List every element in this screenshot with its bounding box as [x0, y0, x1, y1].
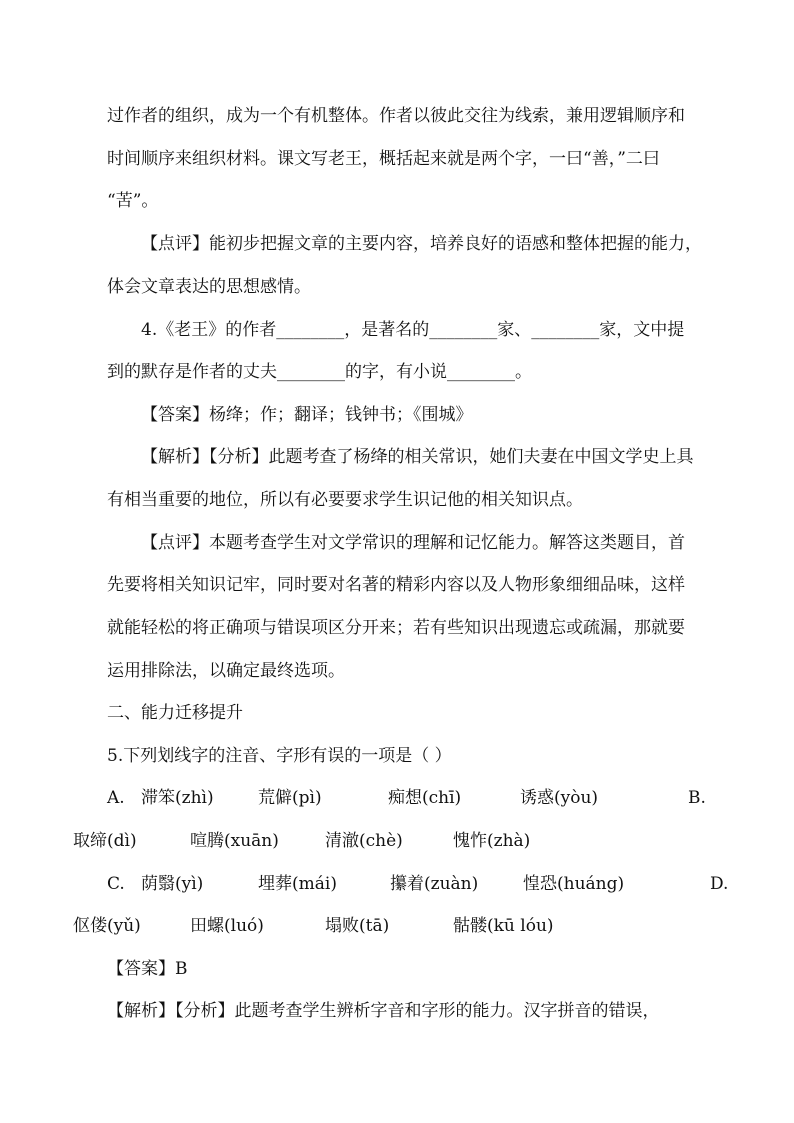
- answer-5: 【答案】B: [107, 959, 188, 979]
- paragraph-line: 时间顺序来组织材料。课文写老王，概括起来就是两个字，一曰“善，”二曰: [107, 149, 660, 169]
- question-5: 5.下列划线字的注音、字形有误的一项是（ ）: [107, 746, 452, 766]
- question-4-line: 4.《老王》的作者________，是著名的________家、________家，文中提: [141, 320, 685, 340]
- option-label-b: B.: [688, 788, 706, 808]
- option-word: 骷髅(kū lóu): [453, 916, 554, 936]
- question-4-line: 到的默存是作者的丈夫________的字，有小说________。: [107, 362, 532, 382]
- paragraph-line: “苦”。: [107, 191, 159, 211]
- option-word: 埋葬(mái): [258, 874, 337, 894]
- option-word: 荒僻(pì): [258, 788, 322, 808]
- options-row-d: [0, 915, 794, 937]
- option-word: 取缔(dì): [73, 831, 137, 851]
- options-row-c: [0, 873, 794, 895]
- options-row-b: [0, 830, 794, 852]
- option-word: 惶恐(huáng): [523, 874, 625, 894]
- option-word: 攥着(zuàn): [390, 874, 479, 894]
- comment-4-line: 运用排除法，以确定最终选项。: [107, 661, 345, 681]
- answer-4: 【答案】杨绛；作；翻译；钱钟书；《围城》: [141, 405, 473, 425]
- option-word: 愧怍(zhà): [453, 831, 531, 851]
- paragraph-line: 过作者的组织，成为一个有机整体。作者以彼此交往为线索，兼用逻辑顺序和: [107, 106, 685, 126]
- option-label-c: C.: [107, 874, 125, 894]
- option-word: 痴想(chī): [388, 788, 462, 808]
- comment-line: 【点评】能初步把握文章的主要内容，培养良好的语感和整体把握的能力，: [141, 234, 702, 254]
- section-heading: 二、能力迁移提升: [107, 703, 243, 723]
- option-word: 荫翳(yì): [141, 874, 204, 894]
- comment-4-line: 【点评】本题考查学生对文学常识的理解和记忆能力。解答这类题目，首: [141, 533, 685, 553]
- analysis-4-line: 有相当重要的地位，所以有必要要求学生识记他的相关知识点。: [107, 490, 583, 510]
- option-label-d: D.: [710, 874, 729, 894]
- option-word: 诱惑(yòu): [520, 788, 599, 808]
- option-label-a: A.: [107, 788, 125, 808]
- analysis-5-line: 【解析】【分析】此题考查学生辨析字音和字形的能力。汉字拼音的错误，: [107, 1001, 660, 1021]
- option-word: 田螺(luó): [190, 916, 264, 936]
- comment-4-line: 就能轻松的将正确项与错误项区分开来；若有些知识出现遗忘或疏漏，那就要: [107, 618, 685, 638]
- comment-line: 体会文章表达的思想感情。: [107, 277, 311, 297]
- comment-4-line: 先要将相关知识记牢，同时要对名著的精彩内容以及人物形象细细品味，这样: [107, 575, 685, 595]
- option-word: 伛偻(yǔ): [73, 916, 141, 936]
- option-word: 喧腾(xuān): [190, 831, 279, 851]
- option-word: 滞笨(zhì): [141, 788, 214, 808]
- analysis-4-line: 【解析】【分析】此题考查了杨绛的相关常识，她们夫妻在中国文学史上具: [141, 447, 694, 467]
- option-word: 塌败(tā): [325, 916, 390, 936]
- options-row-a: [0, 787, 794, 809]
- option-word: 清澈(chè): [325, 831, 403, 851]
